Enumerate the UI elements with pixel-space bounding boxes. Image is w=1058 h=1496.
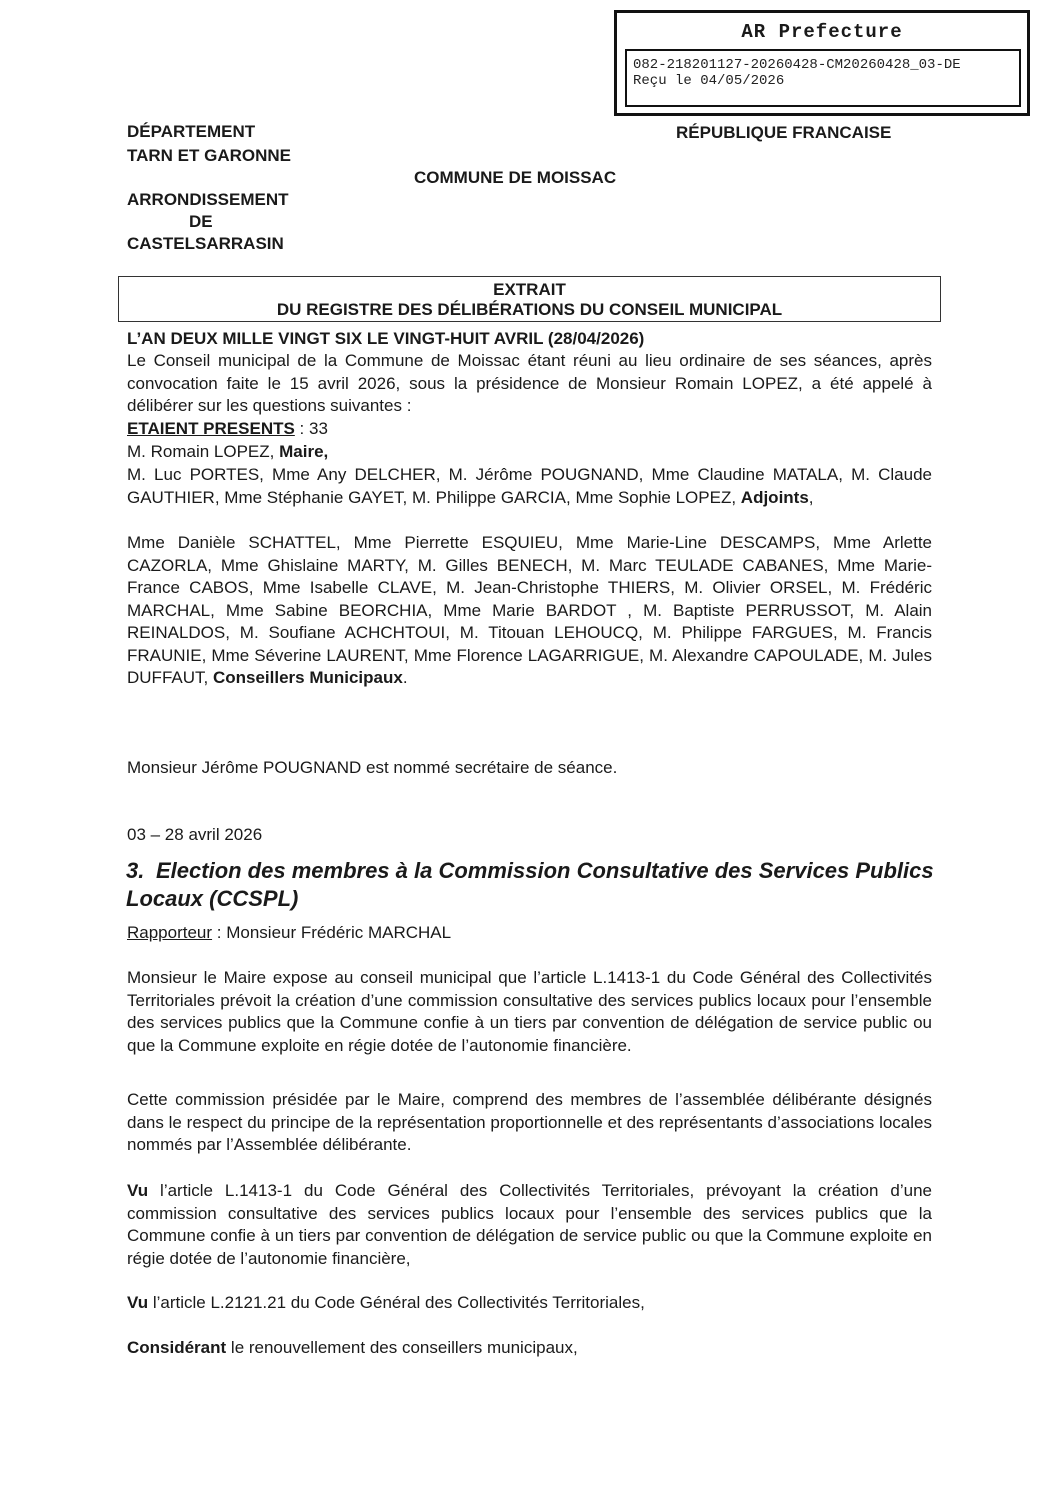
stamp-title: AR Prefecture — [741, 21, 903, 43]
vu2-text: l’article L.2121.21 du Code Général des Collectivités Territoriales, — [148, 1293, 645, 1312]
secretaire-line: Monsieur Jérôme POUGNAND est nommé secrétaire de séance. — [127, 758, 618, 777]
arrondissement-block — [127, 189, 289, 255]
republique-label: RÉPUBLIQUE FRANCAISE — [676, 123, 892, 142]
rapporteur-name: : Monsieur Frédéric MARCHAL — [212, 923, 452, 942]
maire-line — [127, 441, 932, 464]
session-date: L’AN DEUX MILLE VINGT SIX LE VINGT-HUIT AVRIL (28/04/2026) — [127, 329, 645, 348]
departement-label: DÉPARTEMENT — [127, 122, 256, 141]
arrondissement-name: CASTELSARRASIN — [127, 234, 284, 253]
departement-name: TARN ET GARONNE — [127, 146, 292, 165]
item-title — [126, 857, 936, 913]
paragraph-composition: Cette commission présidée par le Maire, comprend des membres de l’assemblée délibérante désignés dans le respect du principe de la représentation proportionnelle et des représentants d’associations locales nommés par l’Assemblée délibérante. — [127, 1090, 932, 1154]
paragraph-expose: Monsieur le Maire expose au conseil municipal que l’article L.1413-1 du Code Général des Collectivités Territoriales prévoit la création d’une commission consultative des services publics locaux pour l’ensemble des services publics que la Commune confie à un tiers par convention de délégation de service public ou que la Commune exploite en régie dotée de l’autonomie financière. — [127, 968, 932, 1055]
conseillers-paragraph: Mme Danièle SCHATTEL, Mme Pierrette ESQUIEU, Mme Marie-Line DESCAMPS, Mme Arlette CAZORLA, Mme Ghislaine MARTY, M. Gilles BENECH, M. Marc TEULADE CABANES, Mme Marie-France CABOS, Mme Isabelle CLAVE, M. Jean-Christophe THIERS, M. Olivier ORSEL, M. Frédéric MARCHAL, Mme Sabine BEORCHIA, Mme Marie BARDOT , M. Baptiste PERRUSSOT, M. Alain REINALDOS, M. Soufiane ACHCHTOUI, M. Titouan LEHOUCQ, M. Philippe FARGUES, M. Francis FRAUNIE, Mme Séverine LAURENT, Mme Florence LAGARRIGUE, M. Alexandre CAPOULADE, M. Jules DUFFAUT, Conseillers Municipaux. — [127, 533, 932, 687]
ar-prefecture-stamp — [614, 10, 1030, 116]
extrait-title-box — [118, 276, 941, 322]
conseillers-role: Conseillers Municipaux — [212, 668, 403, 687]
maire-role: Maire, — [279, 442, 329, 461]
adjoints-role: Adjoints — [740, 487, 809, 507]
departement-block — [127, 121, 291, 167]
stamp-reference: 082-218201127-20260428-CM20260428_03-DE — [633, 57, 961, 73]
conseillers-names: Mme Danièle SCHATTEL, Mme Pierrette ESQUIEU, Mme Marie-Line DESCAMPS, Mme Arlette CAZORLA, Mme Ghislaine MARTY, M. Gilles BENECH, M. Marc TEULADE CABANES, Mme Marie-France CABOS, Mme Isabelle CLAVE, M. Jean-Christophe THIERS, M. Olivier ORSEL, M. Frédéric MARCHAL, Mme Sabine BEORCHIA, Mme Marie BARDOT , M. Baptiste PERRUSSOT, M. Alain REINALDOS, M. Soufiane ACHCHTOUI, M. Titouan LEHOUCQ, M. Philippe FARGUES, M. Francis FRAUNIE, Mme Séverine LAURENT, Mme Florence LAGARRIGUE, M. Alexandre CAPOULADE, M. Jules DUFFAUT, — [127, 533, 932, 687]
stamp-received-date: Reçu le 04/05/2026 — [633, 73, 785, 89]
considerant-keyword: Considérant — [127, 1338, 227, 1357]
arrondissement-label: ARRONDISSEMENT — [127, 190, 289, 209]
session-intro: Le Conseil municipal de la Commune de Moissac étant réuni au lieu ordinaire de ses séances, après convocation faite le 15 avril 2026, sous la présidence de Monsieur Romain LOPEZ, a été appelé à délibérer sur les questions suivantes : — [127, 351, 932, 415]
considerant-paragraph — [127, 1337, 932, 1360]
vu1-keyword: Vu — [127, 1181, 149, 1200]
stamp-details — [625, 49, 1021, 107]
extrait-line1: EXTRAIT — [493, 280, 566, 299]
presents-label: ETAIENT PRESENTS — [127, 419, 295, 438]
presents-line — [127, 418, 932, 441]
arrondissement-de: DE — [189, 212, 213, 231]
presents-count: : 33 — [294, 419, 328, 438]
vu2-keyword: Vu — [127, 1293, 149, 1312]
rapporteur-line — [127, 922, 451, 945]
adjoints-paragraph: M. Luc PORTES, Mme Any DELCHER, M. Jérôme POUGNAND, Mme Claudine MATALA, M. Claude GAUTHIER, Mme Stéphanie GAYET, M. Philippe GARCIA, Mme Sophie LOPEZ, Adjoints, — [127, 465, 932, 507]
item-title-text: Election des membres à la Commission Consultative des Services Publics Locaux (CCSPL) — [126, 858, 934, 911]
extrait-line2: DU REGISTRE DES DÉLIBÉRATIONS DU CONSEIL MUNICIPAL — [276, 300, 783, 319]
adjoints-names: M. Luc PORTES, Mme Any DELCHER, M. Jérôme POUGNAND, Mme Claudine MATALA, M. Claude GAUTHIER, Mme Stéphanie GAYET, M. Philippe GARCIA, Mme Sophie LOPEZ, — [127, 465, 932, 507]
vu-paragraph-1 — [127, 1180, 932, 1270]
rapporteur-label: Rapporteur — [127, 923, 213, 942]
maire-name: M. Romain LOPEZ, — [127, 442, 280, 461]
vu-paragraph-2 — [127, 1292, 932, 1315]
considerant-text: le renouvellement des conseillers municipaux, — [226, 1338, 578, 1357]
item-reference: 03 – 28 avril 2026 — [127, 825, 263, 844]
item-number: 3. — [126, 858, 145, 883]
commune-name: COMMUNE DE MOISSAC — [414, 168, 617, 187]
vu1-text: l’article L.1413-1 du Code Général des Collectivités Territoriales, prévoyant la création d’une commission consultative des services publics locaux pour l’ensemble des services publics que la Commune confie à un tiers par convention de délégation de service public ou que la Commune exploite en régie dotée de l’autonomie financière, — [127, 1181, 932, 1268]
